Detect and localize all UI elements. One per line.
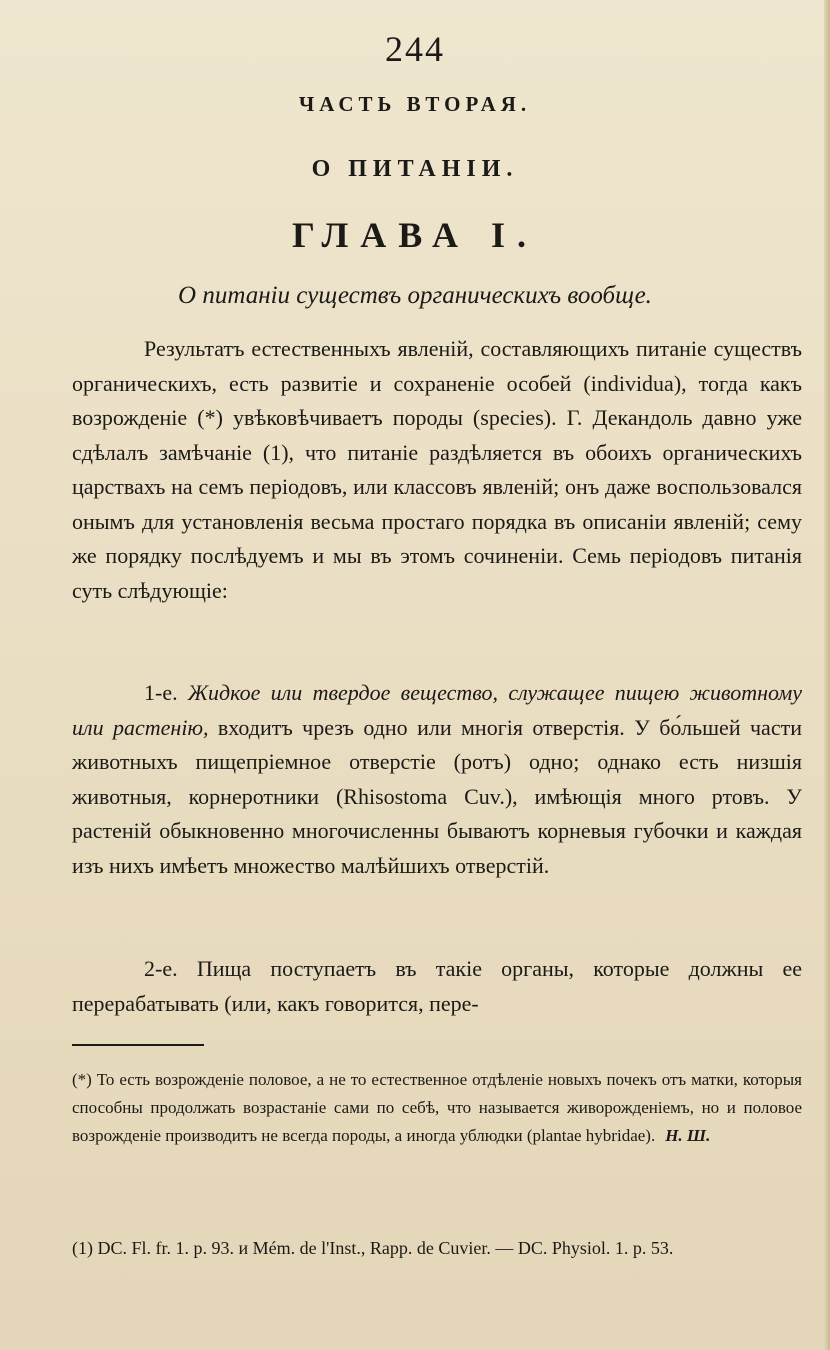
paragraph-intro-text: Результатъ естественныхъ явленій, составляющихъ питаніе существъ органическихъ, есть развитіе и сохраненіе особей (individua), тогда какъ возрожденіе (*) увѣковѣчиваетъ породы (species). Г. Декандоль давно уже сдѣлалъ замѣчаніе (1), что питаніе раздѣляется въ обоихъ органическихъ царствахъ на семъ періодовъ, или классовъ явленій; онъ даже воспользовался онымъ для установленія весьма простаго порядка въ описаніи явленій; сему же порядку послѣдуемъ и мы въ этомъ сочиненіи. Семь періодовъ питанія суть слѣдующіе: — [72, 336, 802, 603]
period-2-label: 2-е. — [144, 956, 178, 981]
period-1-italic-text: Жидкое или твердое вещество, служащее пищею животному или растенію, — [72, 680, 802, 740]
period-1-text: входитъ чрезъ одно или многія отверстія. У бо́льшей части животныхъ пищепріемное отверстіе (ротъ) одно; однако есть низшія животныя, корнеротники (Rhisostoma Cuv.), имѣющія много ртовъ. У растеній обыкновенно многочисленны бываютъ корневыя губочки и каждая изъ нихъ имѣетъ множество малѣйшихъ отверстій. — [72, 714, 802, 878]
paragraph-intro — [72, 332, 802, 608]
page-edge — [824, 0, 830, 1350]
footnote-signature: Н. Ш. — [665, 1126, 711, 1145]
footnote-reference-1-text: (1) DC. Fl. fr. 1. p. 93. и Mém. de l'Inst., Rapp. de Cuvier. — DC. Physiol. 1. p. 53. — [72, 1238, 674, 1258]
footnote-asterisk — [72, 1066, 802, 1150]
section-title: О ПИТАНІИ. — [311, 156, 519, 182]
period-2-text: Пища поступаетъ въ такіе органы, которые должны ее перерабатывать (или, какъ говорится, пере- — [72, 956, 802, 1016]
paragraph-period-1 — [72, 676, 802, 883]
period-1-label: 1-е. — [144, 680, 178, 705]
footnote-asterisk-text: (*) То есть возрожденіе половое, а не то естественное отдѣленіе новыхъ почекъ отъ матки, которыя способны продолжать возрастаніе сами по себѣ, что называется живорожденіемъ, но и половое возрожденіе производитъ не всегда породы, а иногда ублюдки (plantae hybridae). — [72, 1070, 802, 1145]
page-number: 244 — [385, 29, 445, 69]
footnote-divider — [72, 1044, 204, 1046]
paragraph-period-2 — [72, 952, 802, 1021]
chapter-subtitle: О питаніи существъ органическихъ вообще. — [178, 282, 652, 309]
footnote-reference-1 — [72, 1232, 802, 1264]
part-title: ЧАСТЬ ВТОРАЯ. — [298, 92, 532, 116]
chapter-title: ГЛАВА I. — [291, 215, 539, 255]
